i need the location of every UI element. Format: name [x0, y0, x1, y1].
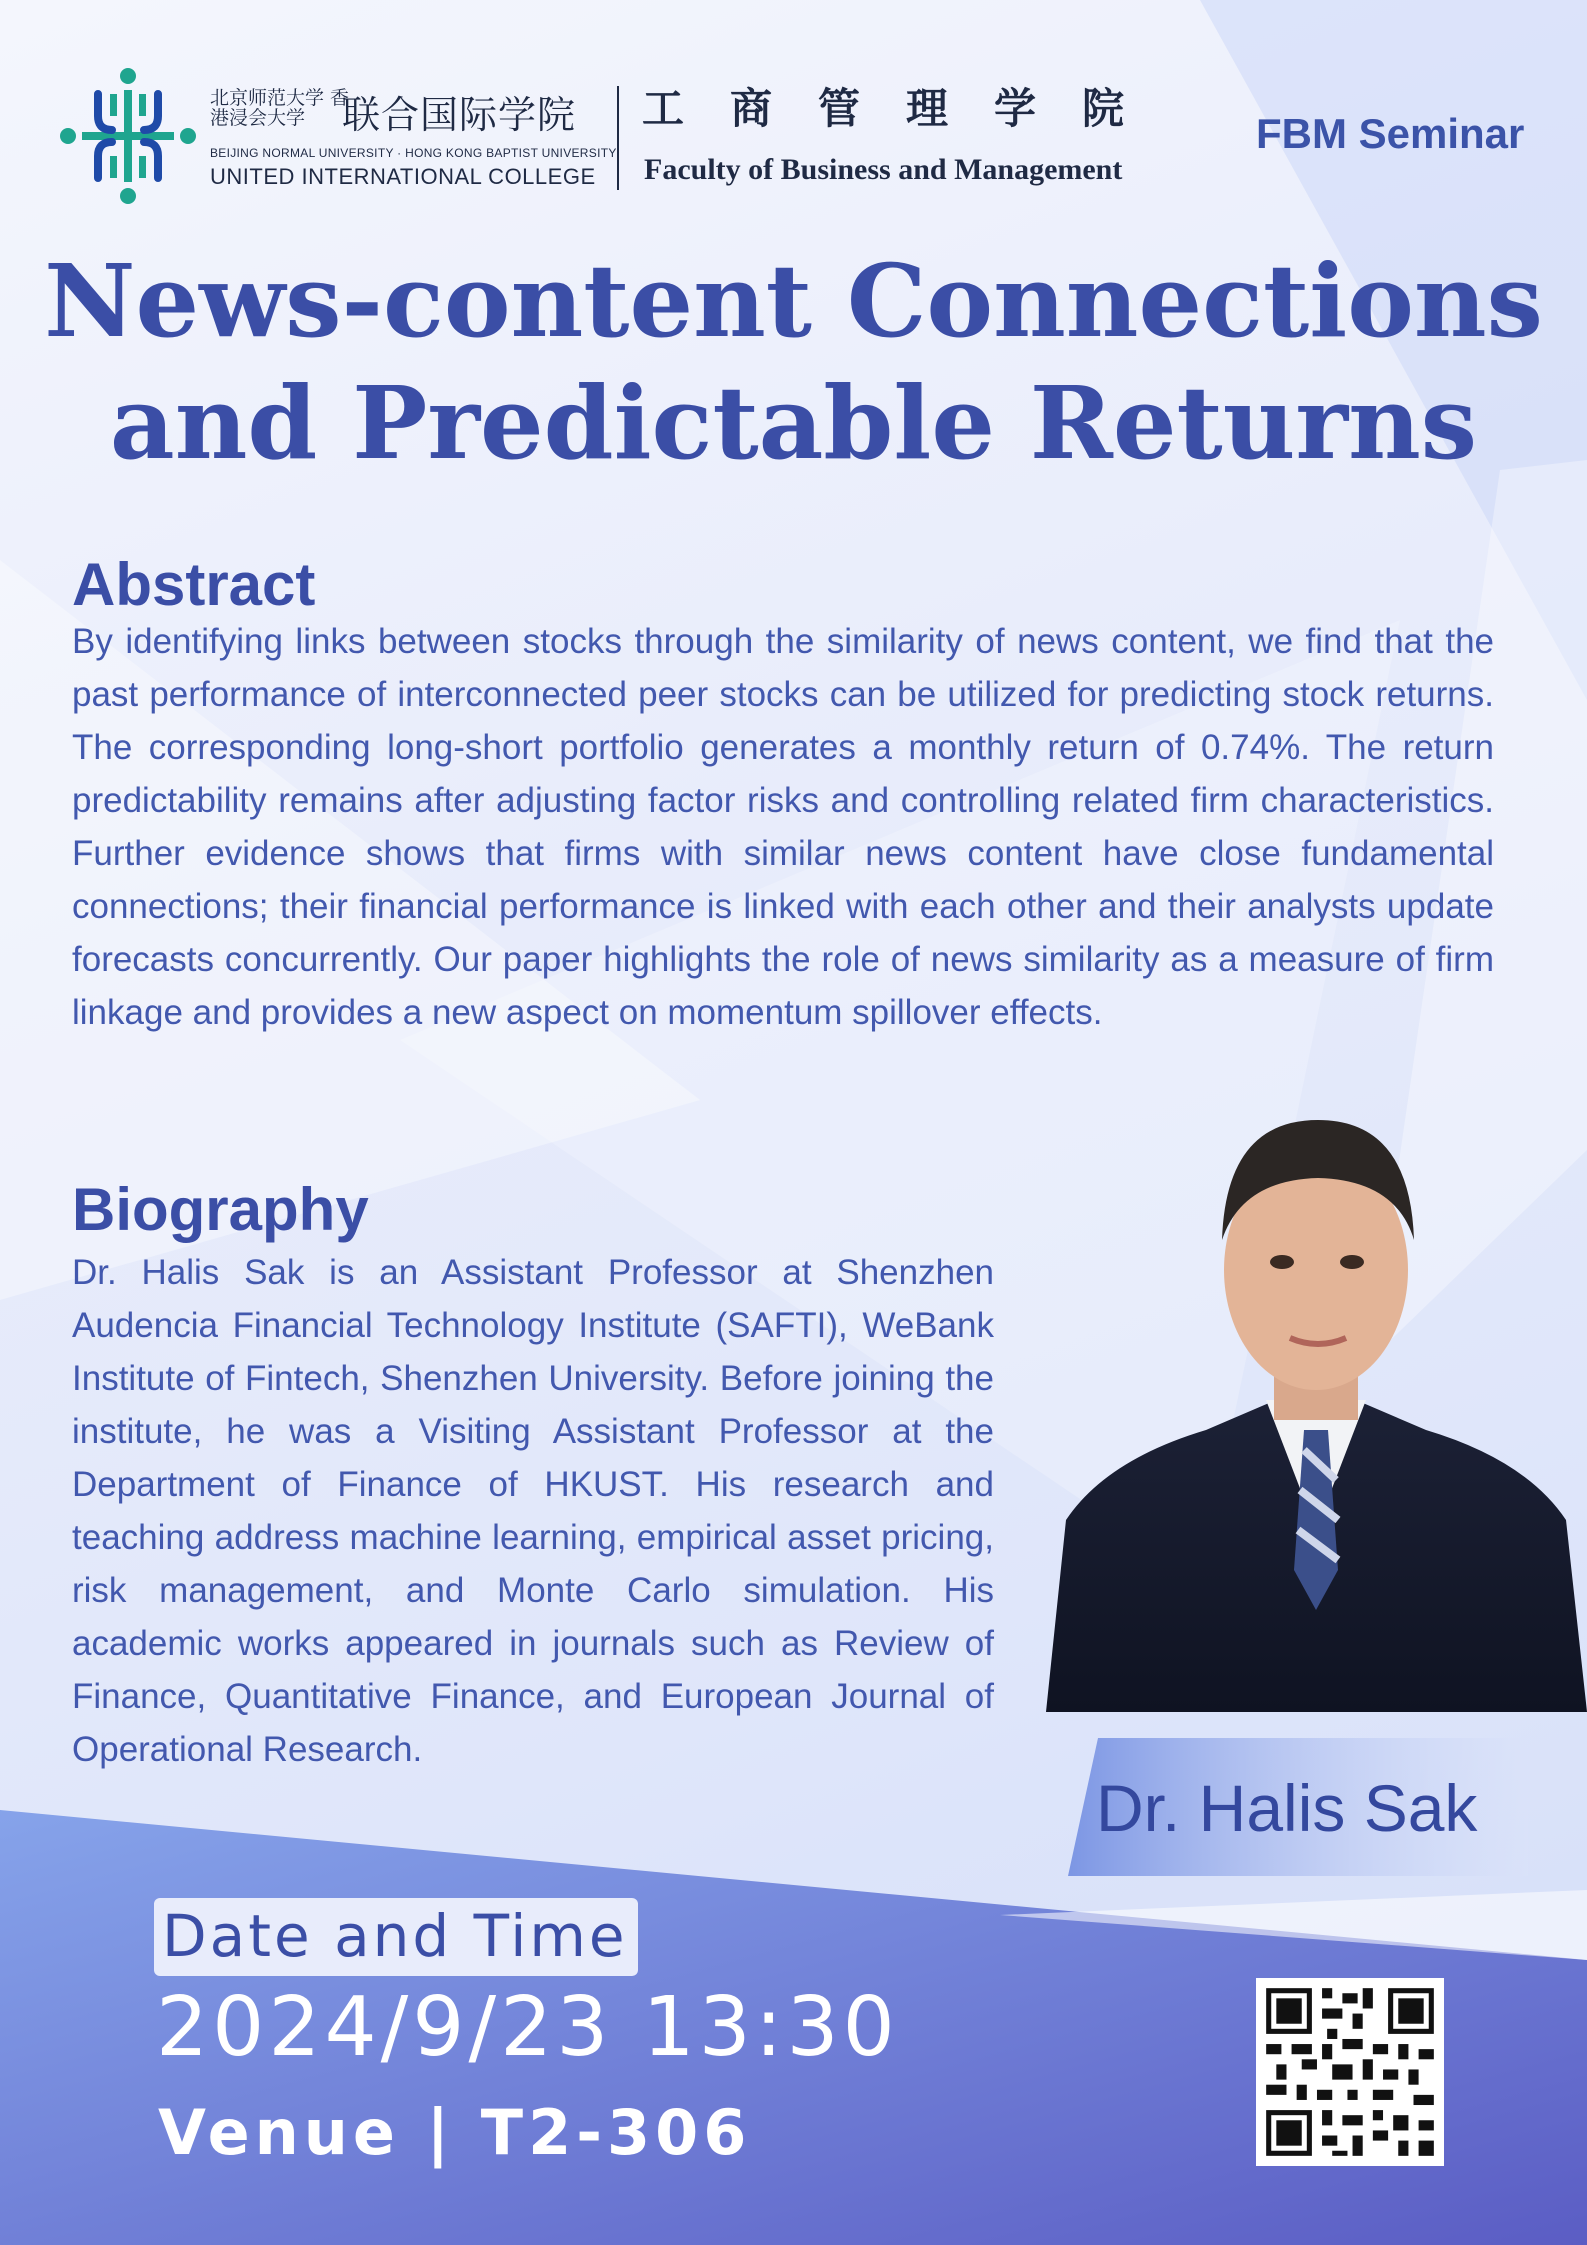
speaker-photo [1046, 1100, 1587, 1712]
biography-text: Dr. Halis Sak is an Assistant Professor at Shenzhen Audencia Financial Technology Institute (SAFTI), WeBank Institute of Fintech, Shenzhen University. Before joining the institute, he was a Visiting Assistant Professor at the Department of Finance of HKUST. His research and teaching address machine learning, empirical asset pricing, risk management, and Monte Carlo simulation. His academic works appeared in journals such as Review of Finance, Quantitative Finance, and European Journal of Operational Research. [72, 1253, 994, 1769]
org-name-en: UNITED INTERNATIONAL COLLEGE [210, 164, 596, 189]
header-divider [617, 86, 619, 190]
org-subtitle-en: BEIJING NORMAL UNIVERSITY · HONG KONG BAPTIST UNIVERSITY [210, 146, 617, 160]
org-name-cn: 联合国际学院 [342, 93, 577, 137]
faculty-name-cn: 工商管理学院 [642, 84, 1171, 133]
speaker-name: Dr. Halis Sak [1096, 1771, 1478, 1845]
biography-heading: Biography [72, 1176, 369, 1243]
seminar-tag: FBM Seminar [1256, 110, 1525, 157]
abstract-heading: Abstract [72, 551, 316, 618]
faculty-name-en: Faculty of Business and Management [644, 153, 1123, 186]
qr-code-icon[interactable] [1256, 1978, 1444, 2166]
uic-logo-icon [58, 66, 198, 206]
date-value: 2024/9/23 13:30 [156, 1980, 899, 2075]
venue: Venue | T2-306 [158, 2096, 752, 2169]
date-label: Date and Time [162, 1902, 628, 1970]
seminar-title: News-content Connections and Predictable Returns [44, 242, 1543, 482]
abstract-text: By identifying links between stocks through the similarity of news content, we find that the past performance of interconnected peer stocks can be utilized for predicting stock returns. The corresponding long-short portfolio generates a monthly return of 0.74%. The return predictability remains after adjusting factor risks and controlling related firm characteristics. Further evidence shows that firms with similar news content have close fundamental connections; their financial performance is linked with each other and their analysts update forecasts concurrently. Our paper highlights the role of news similarity as a measure of firm linkage and provides a new aspect on momentum spillover effects. [72, 622, 1494, 1032]
org-name-cn-small: 北京师范大学 香港浸会大学 [210, 87, 350, 129]
